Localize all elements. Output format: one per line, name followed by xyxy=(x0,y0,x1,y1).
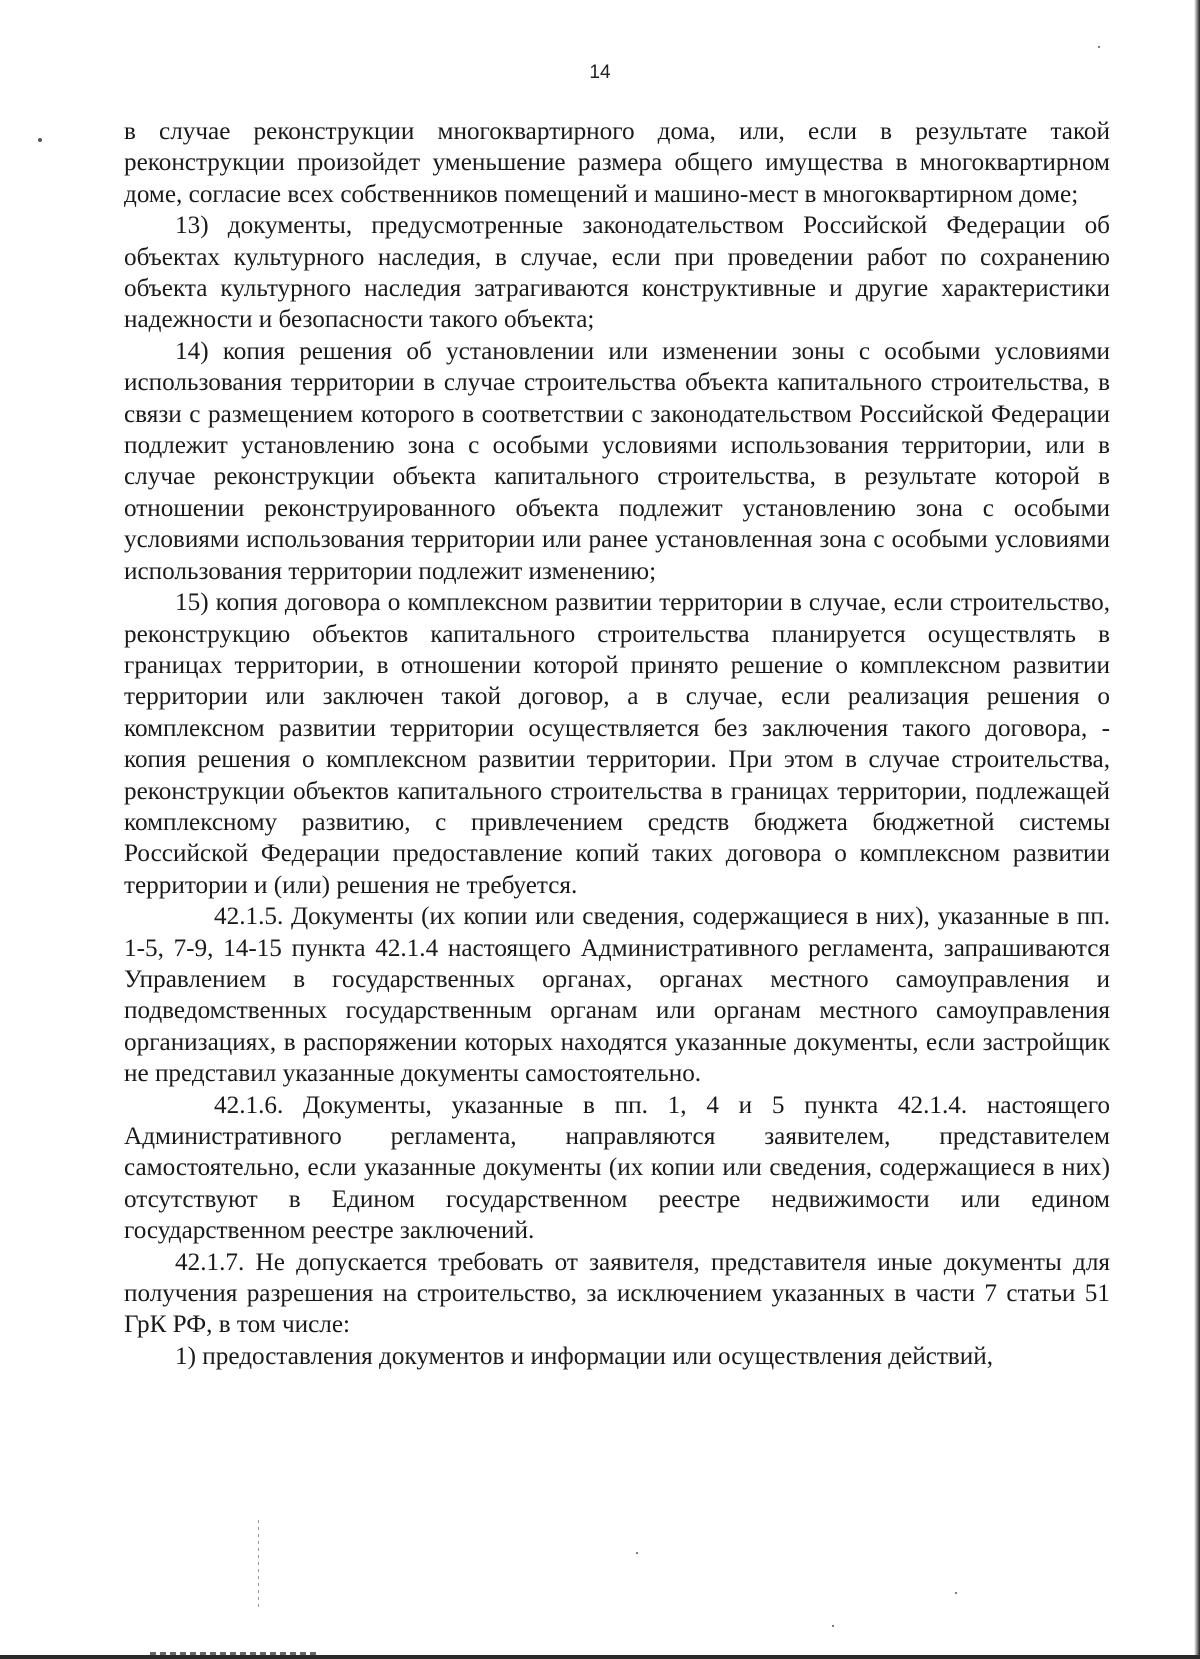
paragraph-item-13: 13) документы, предусмотренные законодательством Российской Федерации об объектах культурного наследия, в случае, если при проведении работ по сохранению объекта культурного наследия затрагиваются конструктивные и другие характеристики надежности и безопасности такого объекта; xyxy=(124,212,1110,334)
paragraph-item-14: 14) копия решения об установлении или изменении зоны с особыми условиями использования территории в случае строительства объекта капитального строительства, в связи с размещением которого в соответствии с законодательством Российской Федерации подлежит установлению зона с особыми условиями использования территории, или в случае реконструкции объекта капитального строительства, в результате которой в отношении реконструированного объекта подлежит установлению зона с особыми условиями использования территории или ранее установленная зона с особыми условиями использования территории подлежит изменению; xyxy=(124,337,1110,585)
paragraph-item-15: 15) копия договора о комплексном развитии территории в случае, если строительство, реконструкцию объектов капитального строительства планируется осуществлять в границах территории, в отношении которой принято решение о комплексном развитии территории или заключен такой договор, а в случае, если реализация решения о комплексном развитии территории осуществляется без заключения такого договора, - копия решения о комплексном развитии территории. При этом в случае строительства, реконструкции объектов капитального строительства в границах территории, подлежащей комплексному развитию, с привлечением средств бюджета бюджетной системы Российской Федерации предоставление копий таких договора о комплексном развитии территории и (или) решения не требуется. xyxy=(124,589,1110,899)
scan-artifact-line xyxy=(258,1520,259,1610)
document-body xyxy=(124,116,1110,1372)
paragraph-continuation: в случае реконструкции многоквартирного дома, или, если в результате такой реконструкции произойдет уменьшение размера общего имущества в многоквартирном доме, согласие всех собственников помещений и машино-мест в многоквартирном доме; xyxy=(124,118,1110,208)
scan-edge-right xyxy=(1194,0,1200,1659)
scan-edge-bottom xyxy=(0,1655,1200,1659)
page-number: 14 xyxy=(589,62,611,83)
paragraph-item-1: 1) предоставления документов и информации или осуществления действий, xyxy=(175,1342,994,1370)
scan-speck xyxy=(955,1592,957,1594)
scan-speck xyxy=(636,1552,638,1554)
paragraph-42-1-7: 42.1.7. Не допускается требовать от заявителя, представителя иные документы для получения разрешения на строительство, за исключением указанных в части 7 статьи 51 ГрК РФ, в том числе: xyxy=(124,1248,1110,1339)
paragraph-42-1-6: 42.1.6. Документы, указанные в пп. 1, 4 и 5 пункта 42.1.4. настоящего Административного регламента, направляются заявителем, представителем самостоятельно, если указанные документы (их копии или сведения, содержащиеся в них) отсутствуют в Едином государственном реестре недвижимости или едином государственном реестре заключений. xyxy=(124,1091,1110,1245)
scan-speck xyxy=(38,138,42,142)
scan-artifact-smudge xyxy=(150,1652,320,1655)
scan-speck xyxy=(1098,46,1100,48)
scan-speck xyxy=(832,1625,834,1627)
paragraph-42-1-5: 42.1.5. Документы (их копии или сведения, содержащиеся в них), указанные в пп. 1-5, 7-9, 14-15 пункта 42.1.4 настоящего Административного регламента, запрашиваются Управлением в государственных органах, органах местного самоуправления и подведомственных государственным органам или органам местного самоуправления организациях, в распоряжении которых находятся указанные документы, если застройщик не представил указанные документы самостоятельно. xyxy=(124,903,1110,1088)
